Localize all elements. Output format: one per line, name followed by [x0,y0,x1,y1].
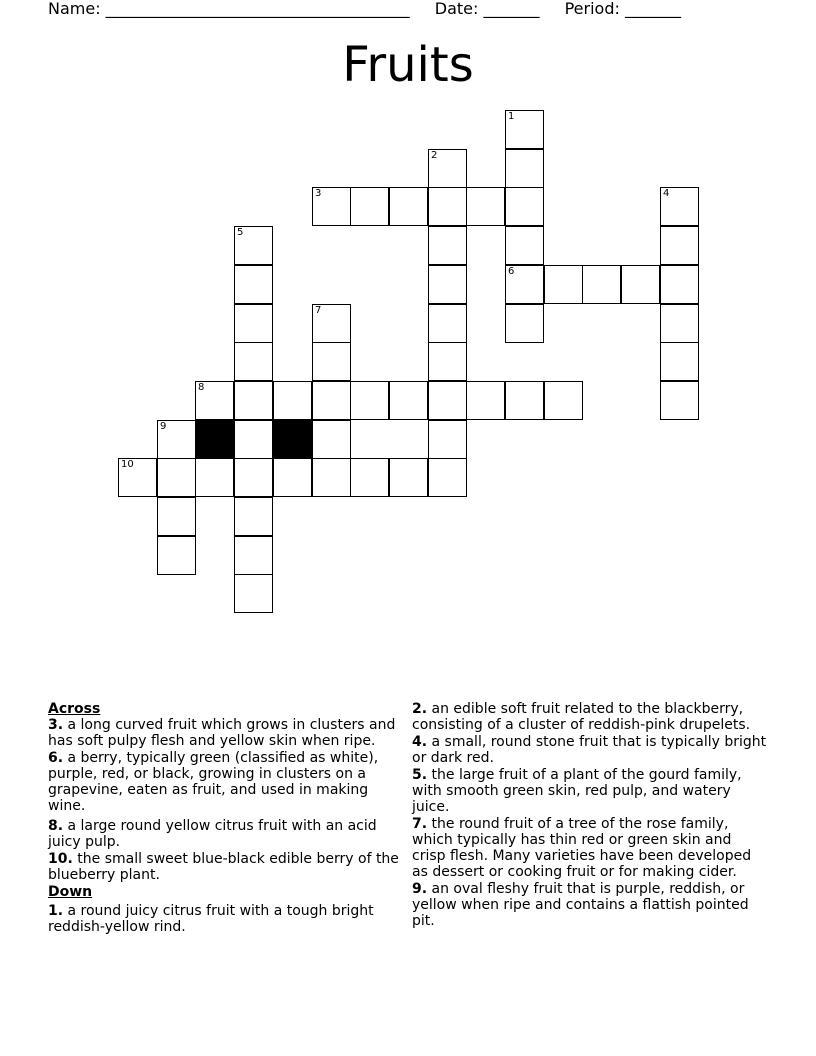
grid-cell[interactable] [312,187,351,226]
clue-number: 2. [412,701,428,717]
down-clue [412,701,768,733]
across-clue [48,818,404,850]
across-heading: Across [48,701,101,717]
grid-cell[interactable] [234,536,273,575]
grid-cell[interactable] [428,187,467,226]
grid-cell[interactable] [195,381,234,420]
grid-cell[interactable] [234,458,273,497]
grid-cell[interactable] [234,420,273,459]
clue-number-label: 10 [121,459,134,470]
clue-number-label: 4 [663,188,670,199]
grid-cell[interactable] [312,458,351,497]
grid-cell[interactable] [660,226,699,265]
clue-text: a small, round stone fruit that is typically bright or dark red. [412,734,767,766]
grid-cell[interactable] [350,381,389,420]
grid-cell[interactable] [428,304,467,343]
worksheet-header [48,0,681,18]
grid-cell[interactable] [157,458,196,497]
grid-cell[interactable] [428,342,467,381]
grid-cell[interactable] [582,265,621,304]
clue-text: the large fruit of a plant of the gourd family, with smooth green skin, red pulp, and watery juice. [412,767,742,815]
across-clue [48,717,404,749]
clue-number: 1. [48,903,64,919]
clue-number: 4. [412,734,428,750]
grid-cell[interactable] [428,226,467,265]
grid-cell[interactable] [234,342,273,381]
grid-cell[interactable] [505,226,544,265]
grid-block [195,420,234,459]
clue-text: a berry, typically green (classified as white), purple, red, or black, growing in clusters on a grapevine, eaten as fruit, and used in making wine. [48,750,379,814]
clue-text: a large round yellow citrus fruit with an acid juicy pulp. [48,818,377,850]
grid-cell[interactable] [234,381,273,420]
clue-number-label: 8 [198,382,205,393]
clue-number-label: 7 [315,305,322,316]
grid-cell[interactable] [312,381,351,420]
down-clue [412,734,768,766]
clue-number-label: 3 [315,188,322,199]
clue-number-label: 5 [237,227,244,238]
grid-cell[interactable] [312,304,351,343]
grid-cell[interactable] [466,381,505,420]
grid-cell[interactable] [660,342,699,381]
grid-cell[interactable] [505,110,544,149]
clue-number: 7. [412,816,428,832]
grid-cell[interactable] [428,381,467,420]
grid-cell[interactable] [544,381,583,420]
grid-cell[interactable] [660,187,699,226]
clues-column-left [48,701,404,936]
grid-cell[interactable] [466,187,505,226]
period-field-label: Period: _______ [564,0,681,18]
grid-cell[interactable] [660,304,699,343]
grid-cell[interactable] [428,420,467,459]
across-clue [48,750,404,814]
grid-cell[interactable] [234,497,273,536]
page-title: Fruits [342,37,474,93]
clues-column-right [412,701,768,930]
clue-number-label: 6 [508,266,515,277]
clue-text: the round fruit of a tree of the rose family, which typically has thin red or green skin and crisp flesh. Many varieties have been developed as dessert or cooking fruit or for making cider. [412,816,752,880]
grid-cell[interactable] [273,458,312,497]
grid-cell[interactable] [505,149,544,188]
grid-cell[interactable] [118,458,157,497]
grid-cell[interactable] [505,265,544,304]
grid-cell[interactable] [428,149,467,188]
clue-number-label: 9 [160,421,167,432]
grid-cell[interactable] [660,265,699,304]
grid-cell[interactable] [428,265,467,304]
grid-cell[interactable] [660,381,699,420]
grid-cell[interactable] [350,187,389,226]
clue-text: a long curved fruit which grows in clusters and has soft pulpy flesh and yellow skin when ripe. [48,717,396,749]
down-clue [412,816,768,880]
name-field-label: Name: ______________________________________ [48,0,410,18]
down-clue [412,881,768,929]
grid-cell[interactable] [234,574,273,613]
grid-cell[interactable] [389,187,428,226]
down-clue [412,767,768,815]
grid-cell[interactable] [312,420,351,459]
grid-cell[interactable] [505,304,544,343]
clue-text: a round juicy citrus fruit with a tough bright reddish-yellow rind. [48,903,374,935]
clue-number: 8. [48,818,64,834]
clue-number: 10. [48,851,73,867]
grid-cell[interactable] [234,226,273,265]
clue-text: an oval fleshy fruit that is purple, reddish, or yellow when ripe and contains a flattish pointed pit. [412,881,749,929]
grid-cell[interactable] [157,536,196,575]
clue-number: 3. [48,717,64,733]
grid-cell[interactable] [273,381,312,420]
down-heading: Down [48,884,93,900]
grid-cell[interactable] [157,497,196,536]
grid-cell[interactable] [389,458,428,497]
grid-cell[interactable] [428,458,467,497]
grid-cell[interactable] [505,187,544,226]
grid-cell[interactable] [389,381,428,420]
grid-cell[interactable] [234,304,273,343]
grid-cell[interactable] [505,381,544,420]
across-clue [48,851,404,883]
clue-text: the small sweet blue-black edible berry of the blueberry plant. [48,851,399,883]
clue-number-label: 1 [508,111,515,122]
grid-cell[interactable] [234,265,273,304]
clue-number: 9. [412,881,428,897]
clue-text: an edible soft fruit related to the blackberry, consisting of a cluster of reddish-pink drupelets. [412,701,751,733]
clue-number: 6. [48,750,64,766]
grid-cell[interactable] [195,458,234,497]
clue-number: 5. [412,767,428,783]
grid-cell[interactable] [157,420,196,459]
grid-block [273,420,312,459]
down-clue [48,903,404,935]
grid-cell[interactable] [312,342,351,381]
grid-cell[interactable] [621,265,660,304]
grid-cell[interactable] [544,265,583,304]
clue-number-label: 2 [431,150,438,161]
date-field-label: Date: _______ [434,0,540,18]
grid-cell[interactable] [350,458,389,497]
